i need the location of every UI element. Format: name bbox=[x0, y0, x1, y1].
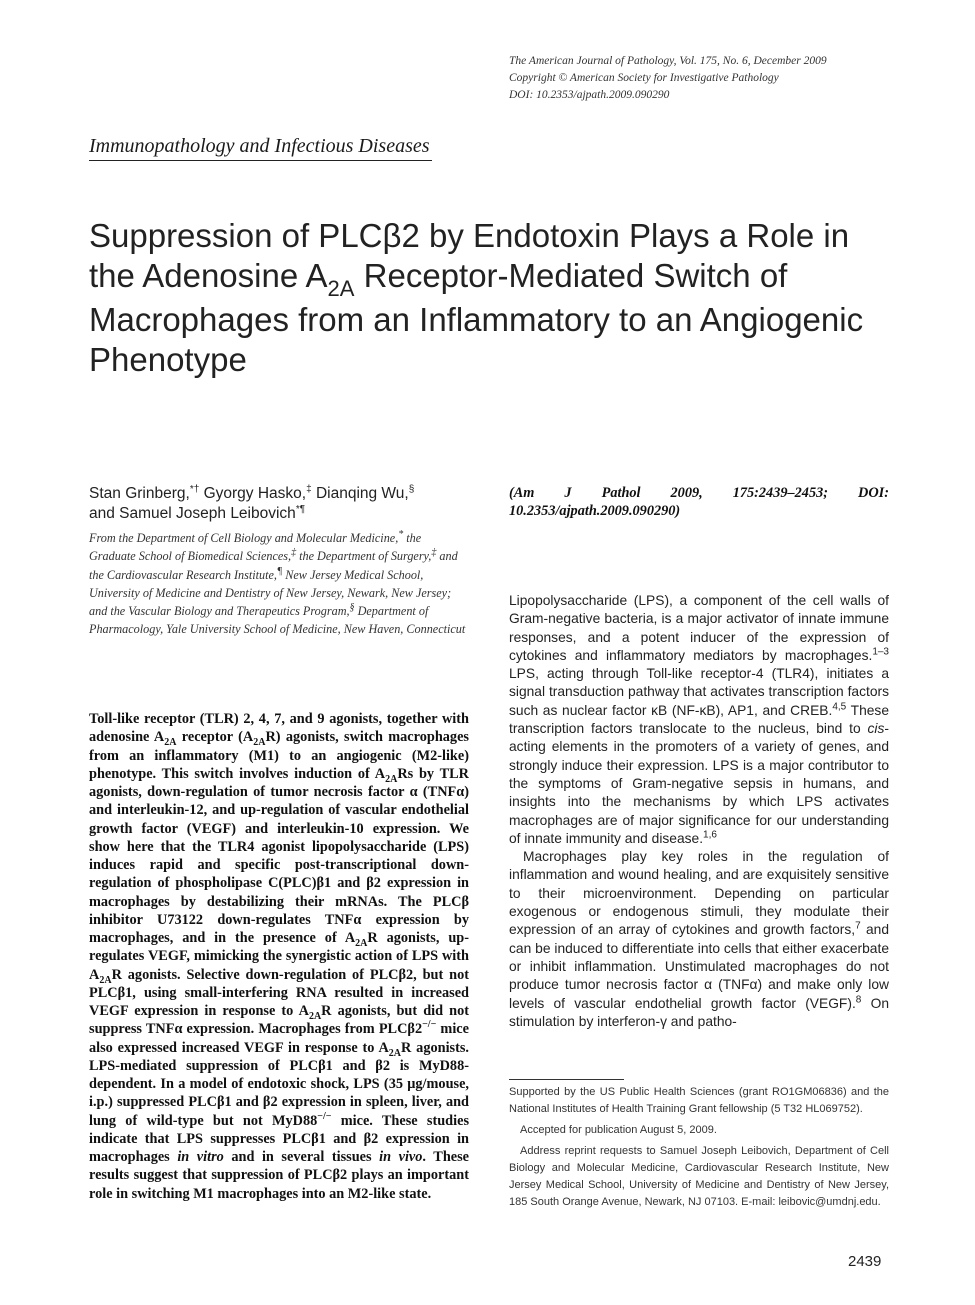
footnotes bbox=[509, 1084, 889, 1211]
title-subscript: 2A bbox=[327, 276, 355, 301]
author-list bbox=[89, 484, 464, 524]
body-text-run: Lipopolysaccharide (LPS), a component of the cell walls of Gram-negative bacteria, is a major activator of innate immune responses, and a potent inducer of the expression of cytokines and inflammatory mediators by macrophages. bbox=[509, 593, 889, 663]
correspondence-address: Address reprint requests to Samuel Joseph Leibovich, Department of Cell Biology and Molecular Medicine, Cardiovascular Research Institute, New Jersey Medical School, University of Medicine and Dentistry of New Jersey, 185 South Orange Avenue, Newark, NJ 07103. E-mail: leibovic@umdnj.edu. bbox=[509, 1145, 889, 1208]
title-part-2: Receptor-Mediated Switch of Macrophages from an Inflammatory to an Angiogenic Phenotype bbox=[89, 257, 864, 378]
abstract-italic: in vitro bbox=[177, 1149, 224, 1165]
author-name: Dianqing Wu, bbox=[311, 485, 409, 502]
doi-line: DOI: 10.2353/ajpath.2009.090290 bbox=[509, 89, 670, 101]
page-number: 2439 bbox=[848, 1253, 882, 1270]
reference-marker: 1,6 bbox=[703, 829, 717, 841]
body-paragraph bbox=[509, 848, 889, 1031]
accepted-note: Accepted for publication August 5, 2009. bbox=[520, 1124, 717, 1136]
abstract-superscript: −/− bbox=[317, 1110, 332, 1122]
author-marks: *† bbox=[189, 483, 200, 495]
abstract-text: mice. These studies indicate that LPS suppresses PLCβ1 and β2 expression in macrophages bbox=[89, 1112, 469, 1165]
body-text-run: On stimulation by interferon-γ and patho- bbox=[509, 995, 889, 1029]
abstract-text: R agonists. Selective down-regulation of PLCβ2, but not PLCβ1, using small-interfering RNA resulted in increased VEGF expression in response to A bbox=[89, 966, 469, 1019]
abstract-text: R agonists, up-regulates VEGF, mimicking the synergistic action of LPS with A bbox=[89, 930, 469, 983]
abstract-text: Rs by TLR agonists, down-regulation of tumor necrosis factor α (TNFα) and interleukin-12, and up-regulation of vascular endothelial growth factor (VEGF) and interleukin-10 expression. We show here that the TLR4 agonist lipopolysaccharide (LPS) induces rapid and specific post-transcriptional down-regulation of phospholipase C(PLC)β1 and β2 expression in macrophages by destabilizing their mRNAs. The PLCβ inhibitor U73122 down-regulates TNFα expression by macrophages, and in the presence of A bbox=[89, 765, 469, 946]
affiliation-text: the Graduate School of Biomedical Sciences, bbox=[89, 531, 422, 564]
abstract-text: . These results suggest that suppression of PLCβ2 plays an important role in switching M1 macrophages into an M2-like state. bbox=[89, 1149, 469, 1202]
affiliation-text: New Jersey Medical School, University of Medicine and Dentistry of New Jersey, Newark, New Jersey; and the Vascular Biology and Therapeutics Program, bbox=[89, 567, 452, 619]
affiliation-mark: * bbox=[398, 528, 404, 540]
author-name: and Samuel Joseph Leibovich bbox=[89, 505, 296, 522]
affiliation-mark: ‡ bbox=[431, 547, 437, 559]
author-marks: *¶ bbox=[295, 503, 306, 515]
article-title bbox=[89, 216, 889, 380]
section-heading: Immunopathology and Infectious Diseases bbox=[89, 132, 432, 161]
body-text-run: Macrophages play key roles in the regulation of inflammation and wound healing, and are exquisitely sensitive to their microenvironment. Depending on particular exogenous or endogenous stimuli, they modulate their expression of an array of cytokines and growth factors, bbox=[509, 849, 889, 938]
affiliation-text: the Department of Surgery, bbox=[296, 549, 432, 564]
author-marks: § bbox=[408, 483, 415, 495]
body-text-run: and can be induced to differentiate into cells that either exacerbate or inhibit inflammation. Unstimulated macrophages do not produce tumor necrosis factor α (TNFα) and make only low levels of vascular endothelial growth factor (VEGF). bbox=[509, 922, 889, 1011]
abstract-citation-text: (Am J Pathol 2009, 175:2439–2453; DOI: 10.2353/ajpath.2009.090290) bbox=[509, 485, 889, 520]
funding-note: Supported by the US Public Health Sciences (grant RO1GM06836) and the National Institutes of Health Training Grant fellowship (5 T32 HL069752). bbox=[509, 1086, 889, 1115]
abstract bbox=[89, 710, 469, 1250]
affiliation-text: Department of Pharmacology, Yale University School of Medicine, New Haven, Connecticut bbox=[89, 604, 466, 637]
copyright-line: Copyright © American Society for Investigative Pathology bbox=[509, 72, 779, 84]
footnote-divider bbox=[509, 1079, 624, 1080]
abstract-subscript: 2A bbox=[164, 737, 177, 749]
affiliation-text: From the Department of Cell Biology and Molecular Medicine, bbox=[89, 531, 399, 545]
body-text bbox=[509, 592, 889, 1031]
abstract-text: R agonists, but did not suppress TNFα expression. Macrophages from PLCβ2 bbox=[89, 1003, 469, 1038]
reference-marker: 7 bbox=[855, 920, 861, 932]
abstract-citation bbox=[509, 484, 889, 521]
journal-citation-line: The American Journal of Pathology, Vol. 175, No. 6, December 2009 bbox=[509, 55, 827, 67]
abstract-subscript: 2A bbox=[355, 937, 368, 949]
abstract-subscript: 2A bbox=[99, 974, 112, 986]
body-text-run: -acting elements in the promoters of a variety of genes, and strongly induce their expression. LPS is a major contributor to the symptoms of Gram-negative sepsis in humans, and insights into the mechanisms by which LPS activates macrophages are of major significance for our understanding of innate immunity and disease. bbox=[509, 721, 889, 846]
body-italic: cis bbox=[867, 721, 885, 737]
affiliations bbox=[89, 529, 467, 639]
reference-marker: 1–3 bbox=[872, 646, 889, 658]
author-name: Gyorgy Hasko, bbox=[199, 485, 307, 502]
affiliation-mark: § bbox=[349, 602, 355, 614]
author-name: Stan Grinberg, bbox=[89, 485, 190, 502]
affiliation-mark: ‡ bbox=[291, 547, 297, 559]
abstract-text: R agonists. LPS-mediated suppression of PLCβ1 and β2 is MyD88-dependent. In a model of endotoxic shock, LPS (35 μg/mouse, i.p.) suppressed PLCβ1 and β2 expression in spleen, liver, and lung of wild-type but not MyD88 bbox=[89, 1039, 469, 1129]
reference-marker: 8 bbox=[855, 993, 862, 1005]
abstract-text: R) agonists, switch macrophages from an inflammatory (M1) to an angiogenic (M2-like) phenotype. This switch involves induction of A bbox=[89, 729, 469, 782]
affiliation-mark: ¶ bbox=[276, 565, 283, 577]
abstract-italic: in vivo bbox=[379, 1149, 423, 1165]
abstract-superscript: −/− bbox=[422, 1019, 437, 1031]
title-part-1: Suppression of PLCβ2 by Endotoxin Plays a Role in the Adenosine A bbox=[89, 217, 850, 294]
reference-marker: 4,5 bbox=[832, 701, 847, 713]
abstract-text: receptor (A bbox=[176, 729, 254, 746]
affiliation-text: and the Cardiovascular Research Institute, bbox=[89, 549, 458, 582]
body-text-run: These transcription factors translocate to the nucleus, bind to bbox=[509, 702, 889, 737]
abstract-text: Toll-like receptor (TLR) 2, 4, 7, and 9 agonists, together with adenosine A bbox=[89, 711, 469, 746]
abstract-subscript: 2A bbox=[388, 1047, 402, 1059]
abstract-subscript: 2A bbox=[253, 737, 266, 749]
body-text-run: LPS, acting through Toll-like receptor-4 (TLR4), initiates a signal transduction pathway that activates transcription factors such as nuclear factor κB (NF-κB), AP1, and CREB. bbox=[509, 666, 889, 718]
abstract-subscript: 2A bbox=[385, 773, 398, 785]
author-marks: ‡ bbox=[306, 483, 312, 495]
abstract-text: and in several tissues bbox=[223, 1149, 380, 1165]
body-paragraph bbox=[509, 592, 889, 848]
abstract-text: mice also expressed increased VEGF in response to A bbox=[89, 1021, 469, 1056]
abstract-subscript: 2A bbox=[308, 1010, 322, 1022]
